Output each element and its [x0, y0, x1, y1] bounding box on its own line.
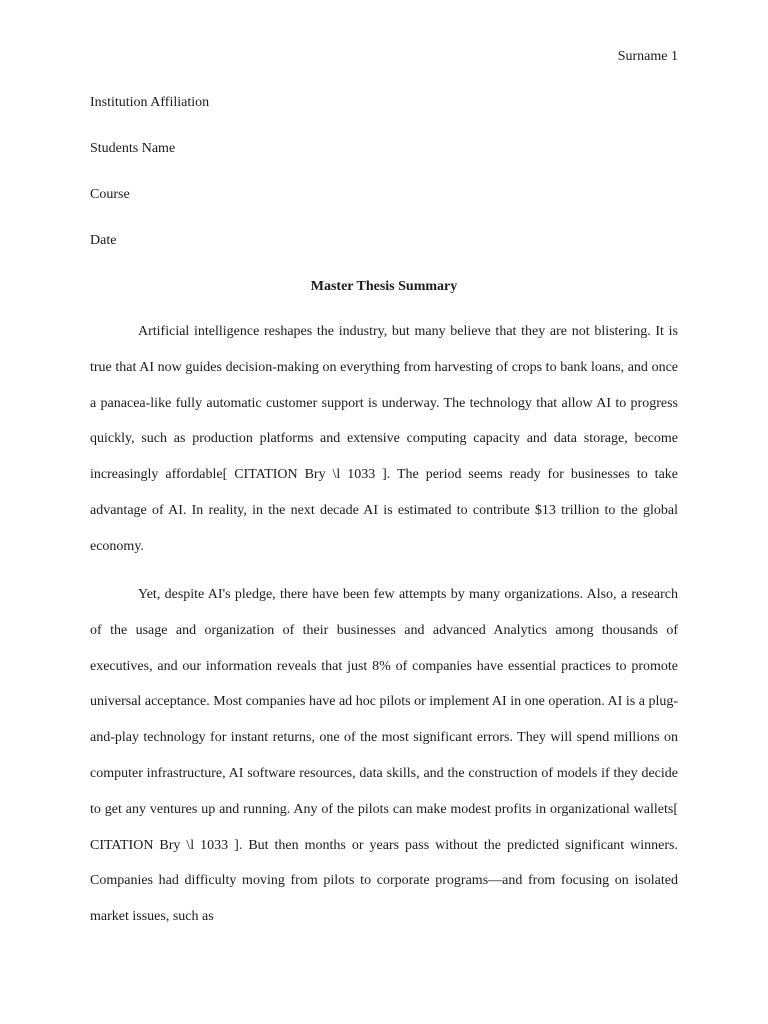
running-head: Surname 1 [617, 49, 678, 64]
document-title: Master Thesis Summary [310, 279, 458, 294]
student-name: Students Name [90, 141, 176, 156]
date-line: Date [90, 233, 117, 248]
body-paragraph-2: Yet, despite AI's pledge, there have been few attempts by many organizations. Also, a research of the usage and organization of their businesses and advanced Analytics among thousands of executives, and our information reveals that just 8% of companies have essential practices to promote universal acceptance. Most companies have ad hoc pilots or implement AI in one operation. AI is a plug-and-play technology for instant returns, one of the most significant errors. They will spend millions on computer infrastructure, AI software resources, data skills, and the construction of models if they decide to get any ventures up and running. Any of the pilots can make modest profits in organizational wallets[ CITATION Bry \l 1033 ]. But then months or years pass without the predicted significant winners. Companies had difficulty moving from pilots to corporate programs—and from focusing on isolated market issues, such as [90, 587, 678, 925]
body-paragraph-1: Artificial intelligence reshapes the industry, but many believe that they are not blistering. It is true that AI now guides decision-making on everything from harvesting of crops to bank loans, and once a panacea-like fully automatic customer support is underway. The technology that allow AI to progress quickly, such as production platforms and extensive computing capacity and data storage, become increasingly affordable[ CITATION Bry \l 1033 ]. The period seems ready for businesses to take advantage of AI. In reality, in the next decade AI is estimated to contribute $13 trillion to the global economy. [90, 324, 678, 554]
institution-affiliation: Institution Affiliation [90, 95, 210, 110]
course-name: Course [90, 187, 130, 202]
